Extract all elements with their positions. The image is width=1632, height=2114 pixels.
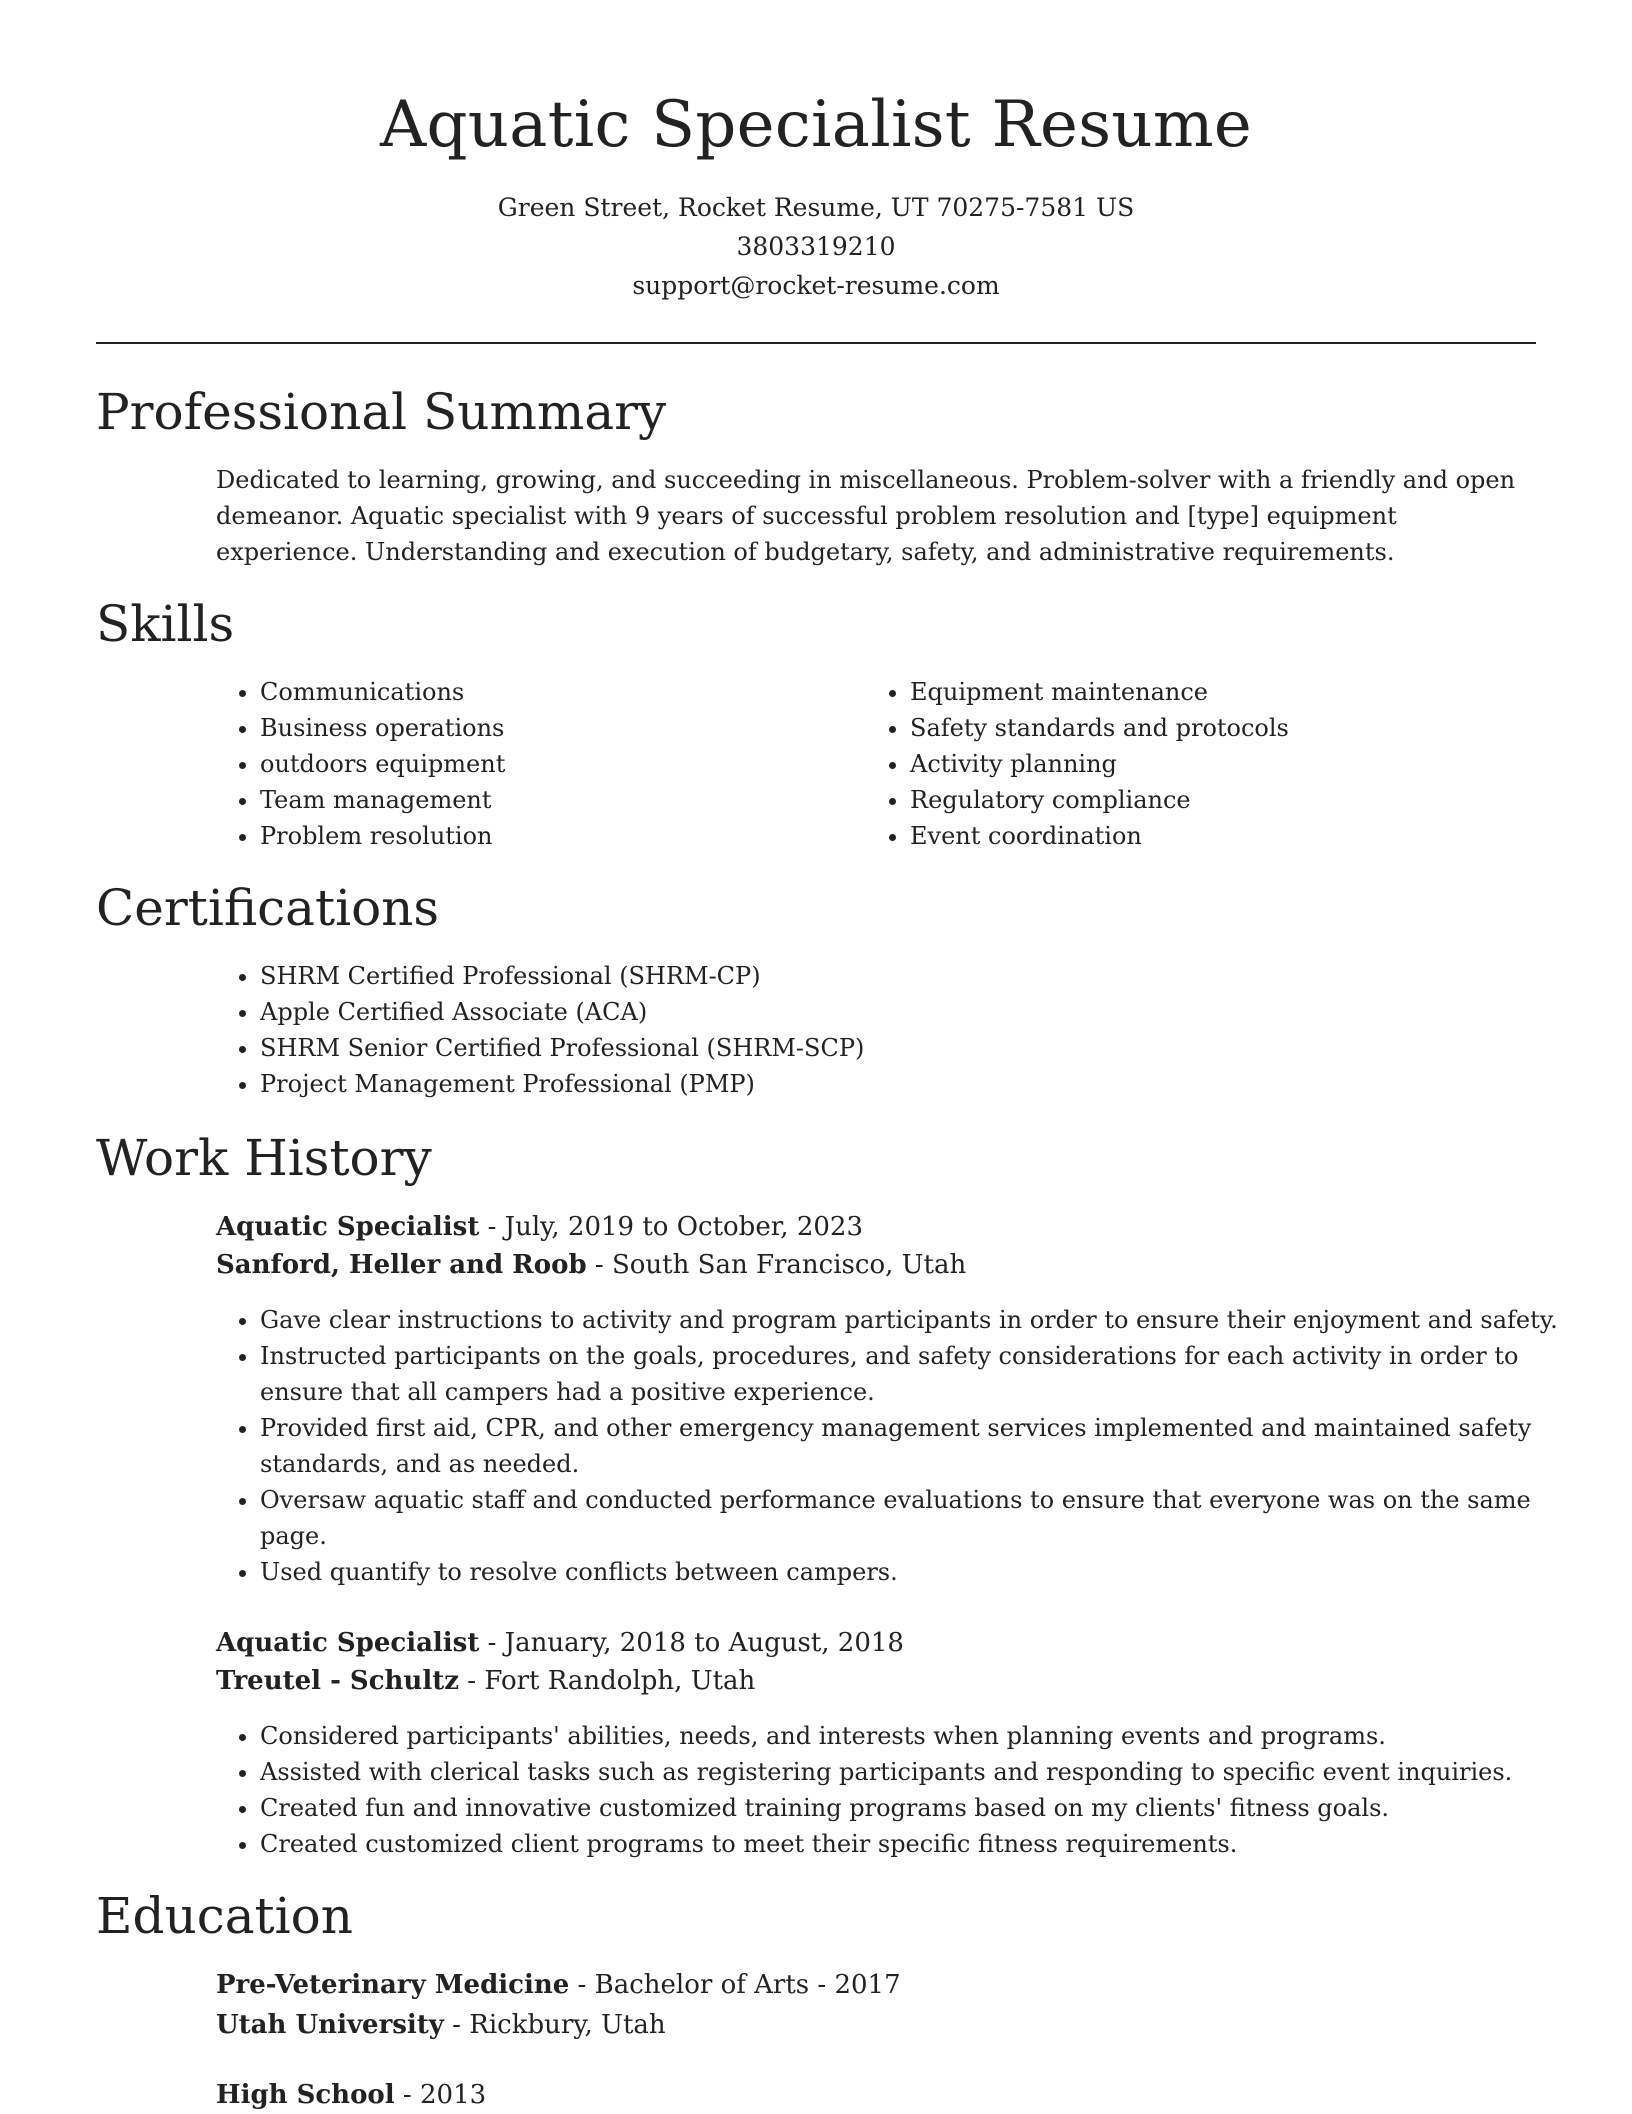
job-1-title-line (216, 1208, 863, 1246)
education-heading: Education (96, 1887, 353, 1945)
job-bullet: • Created fun and innovative customized training programs based on my clients' fitness goals. (260, 1790, 1580, 1826)
skill-item: • outdoors equipment (260, 746, 860, 782)
certification-item: • Project Management Professional (PMP) (260, 1066, 1560, 1102)
header-divider (96, 342, 1536, 344)
job-bullet: • Gave clear instructions to activity and program participants in order to ensure their enjoyment and safety. (260, 1302, 1580, 1338)
skills-heading: Skills (96, 595, 235, 653)
email-text: support@rocket-resume.com (632, 271, 1000, 300)
skills-list-right (866, 674, 1550, 854)
separator: - (394, 2080, 420, 2110)
resume-header (0, 80, 1632, 305)
skills-list-left (216, 674, 860, 854)
separator: - (443, 2010, 470, 2040)
education-1-degree-line (216, 1966, 901, 2004)
job-bullet: • Assisted with clerical tasks such as registering participants and responding to specific event inquiries. (260, 1754, 1580, 1790)
job-2-company: Treutel - Schultz (216, 1666, 459, 1696)
job-2-bullets (216, 1718, 1580, 1862)
summary-text: Dedicated to learning, growing, and succeeding in miscellaneous. Problem-solver with a friendly and open demeanor. Aquatic specialist with 9 years of successful problem resolution and [type] equipment experience. Understanding and execution of budgetary, safety, and administrative requirements. (216, 466, 1516, 566)
education-2-degree-line (216, 2076, 486, 2114)
certifications-heading: Certifications (96, 879, 440, 937)
job-bullet: • Considered participants' abilities, needs, and interests when planning events and programs. (260, 1718, 1580, 1754)
job-1-bullets (216, 1302, 1580, 1590)
separator: - (569, 1970, 595, 2000)
job-1-title: Aquatic Specialist (216, 1212, 480, 1242)
education-2-year: 2013 (419, 2080, 487, 2110)
education-1-school-line (216, 2006, 666, 2044)
phone-text: 3803319210 (736, 232, 896, 261)
skill-item: • Team management (260, 782, 860, 818)
job-1-company: Sanford, Heller and Roob (216, 1250, 587, 1280)
address-text: Green Street, Rocket Resume, UT 70275-7581 US (497, 193, 1135, 222)
separator: - (479, 1212, 505, 1242)
certification-item: • Apple Certified Associate (ACA) (260, 994, 1560, 1030)
work-history-heading: Work History (96, 1129, 432, 1187)
education-1-school: Utah University (216, 2010, 444, 2040)
skill-item: • Event coordination (910, 818, 1550, 854)
skill-item: • Communications (260, 674, 860, 710)
job-1-company-line (216, 1246, 966, 1284)
separator: - (459, 1666, 485, 1696)
summary-heading: Professional Summary (96, 383, 667, 441)
job-2-company-line (216, 1662, 755, 1700)
certification-item: • SHRM Certified Professional (SHRM-CP) (260, 958, 1560, 994)
job-2-location: Fort Randolph, Utah (484, 1666, 756, 1696)
skill-item: • Regulatory compliance (910, 782, 1550, 818)
skill-item: • Safety standards and protocols (910, 710, 1550, 746)
job-2-dates: January, 2018 to August, 2018 (504, 1628, 904, 1658)
skill-item: • Equipment maintenance (910, 674, 1550, 710)
job-bullet: • Created customized client programs to meet their specific fitness requirements. (260, 1826, 1580, 1862)
education-1-type: Bachelor of Arts (594, 1970, 810, 2000)
education-1-location: Rickbury, Utah (469, 2010, 666, 2040)
education-2-degree: High School (216, 2080, 395, 2110)
job-bullet: • Oversaw aquatic staff and conducted performance evaluations to ensure that everyone was on the same page. (260, 1482, 1580, 1554)
job-bullet: • Used quantify to resolve conflicts between campers. (260, 1554, 1580, 1590)
separator: - (479, 1628, 505, 1658)
skill-item: • Problem resolution (260, 818, 860, 854)
job-2-title-line (216, 1624, 904, 1662)
education-1-degree: Pre-Veterinary Medicine (216, 1970, 570, 2000)
certification-item: • SHRM Senior Certified Professional (SHRM-SCP) (260, 1030, 1560, 1066)
skill-item: • Activity planning (910, 746, 1550, 782)
contact-block (0, 188, 1632, 305)
job-1-location: South San Francisco, Utah (611, 1250, 967, 1280)
job-bullet: • Instructed participants on the goals, procedures, and safety considerations for each activity in order to ensure that all campers had a positive experience. (260, 1338, 1580, 1410)
job-2-title: Aquatic Specialist (216, 1628, 480, 1658)
separator: - (586, 1250, 612, 1280)
skill-item: • Business operations (260, 710, 860, 746)
certifications-list (216, 958, 1560, 1102)
education-1-year: 2017 (834, 1970, 901, 2000)
resume-title: Aquatic Specialist Resume (379, 88, 1253, 162)
separator: - (809, 1970, 835, 2000)
job-bullet: • Provided first aid, CPR, and other emergency management services implemented and maintained safety standards, and as needed. (260, 1410, 1580, 1482)
job-1-dates: July, 2019 to October, 2023 (504, 1212, 863, 1242)
